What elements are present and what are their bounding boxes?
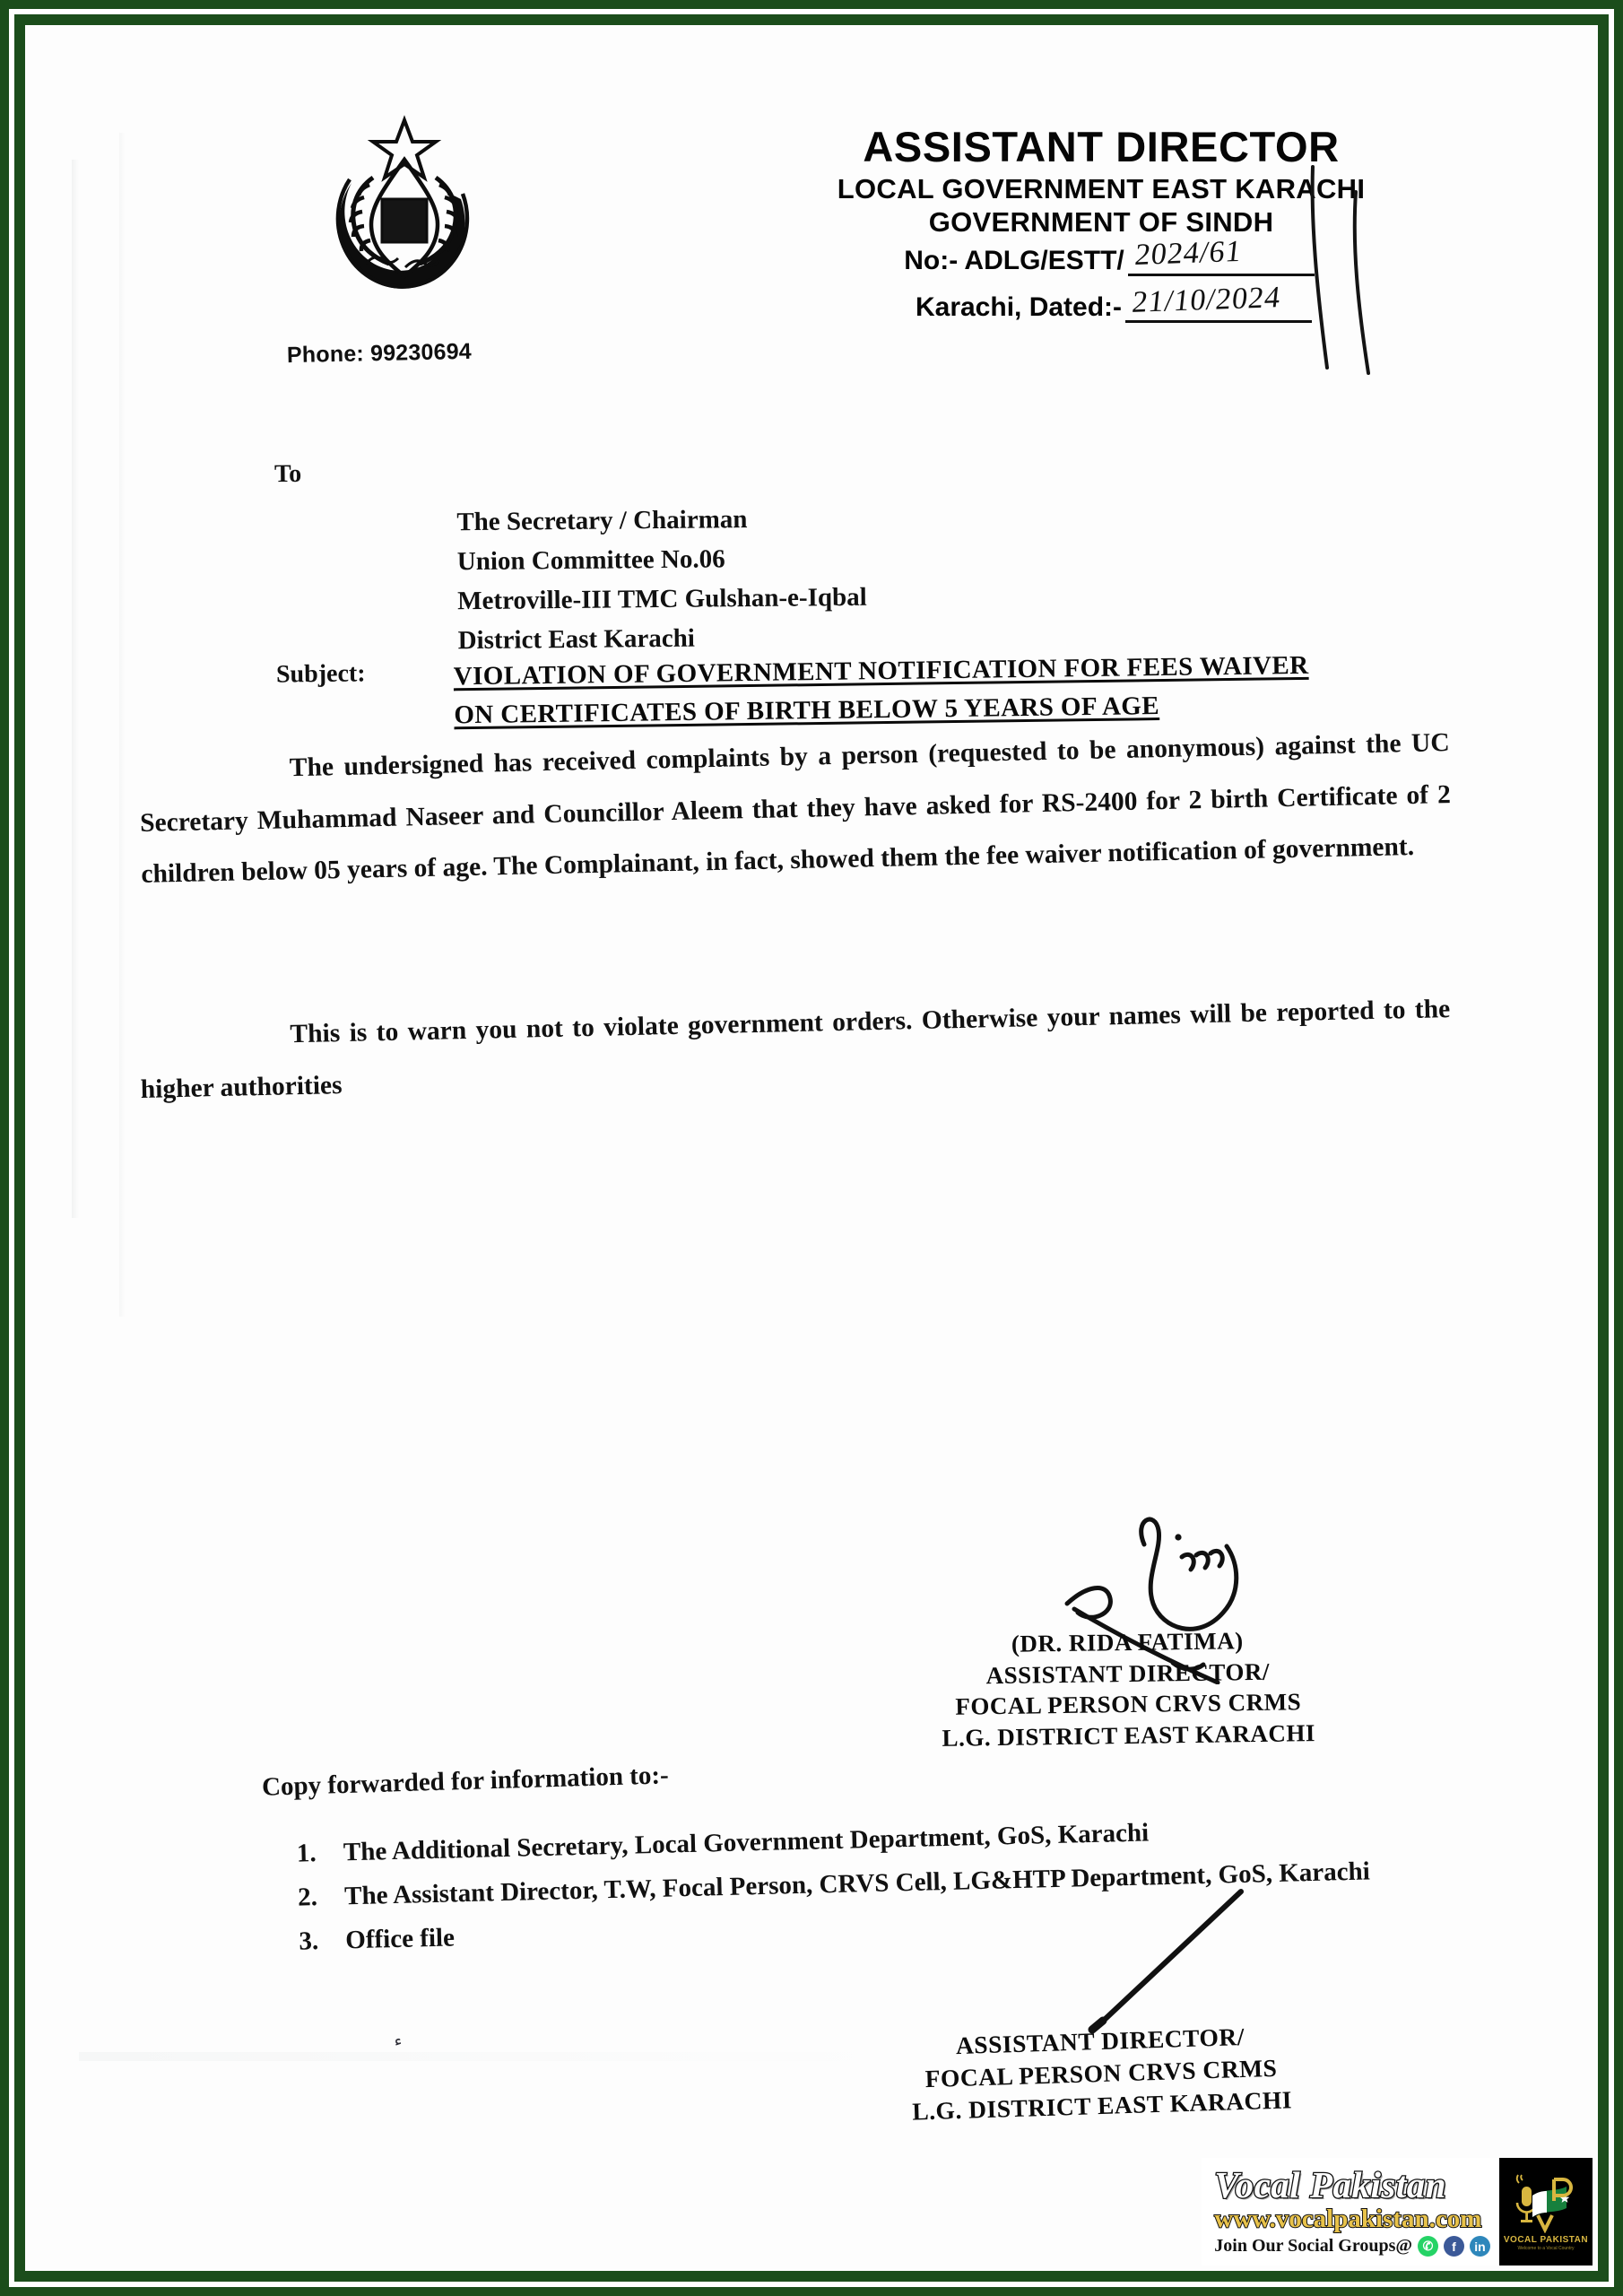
subject-line-2: ON CERTIFICATES OF BIRTH BELOW 5 YEARS OF AGE: [454, 691, 1160, 730]
signatory-designation: ASSISTANT DIRECTOR/: [955, 2022, 1245, 2060]
watermark-social-label: Join Our Social Groups@: [1214, 2236, 1412, 2257]
government-of-sindh-emblem-icon: [319, 113, 490, 306]
signatory-role: FOCAL PERSON CRVS CRMS: [924, 2053, 1278, 2092]
letterhead: [25, 25, 1598, 402]
body-paragraph-1: The undersigned has received complaints by a person (requested to be anonymous) against the UC Secretary Muhammad Naseer and Councillor Aleem that they have asked for RS-2400 for 2 birth Certificate of 2 children below 05 years of age. The Complainant, in fact, showed them the fee waiver notification of government.: [139, 728, 1452, 889]
watermark-text-panel: [1202, 2158, 1499, 2266]
addressee-line: Metroville-III TMC Gulshan-e-Iqbal: [457, 582, 867, 616]
signature-block-primary: [885, 1623, 1371, 1754]
date-handwritten-value: 21/10/2024: [1130, 280, 1283, 319]
office-department: LOCAL GOVERNMENT EAST KARACHI: [837, 172, 1366, 204]
reference-number-row: [725, 234, 1478, 276]
frame-white-gap: [9, 9, 1614, 2287]
scan-artifact: [79, 2052, 886, 2061]
watermark-brand: Vocal Pakistan: [1214, 2163, 1447, 2205]
reference-number-field: [1128, 234, 1315, 276]
vocal-pakistan-logo-icon: [1513, 2172, 1579, 2233]
scanned-letter-page: [25, 25, 1598, 2271]
addressee-line: The Secretary / Chairman: [456, 505, 748, 537]
watermark-url[interactable]: www.vocalpakistan.com: [1214, 2204, 1482, 2233]
subject-line-1: VIOLATION OF GOVERNMENT NOTIFICATION FOR FEES WAIVER: [453, 650, 1309, 691]
phone-number: Phone: 99230694: [286, 338, 473, 369]
addressee-line: District East Karachi: [457, 623, 695, 656]
reference-number-label: No:- ADLG/ESTT/: [904, 245, 1124, 275]
reference-number-handwritten-value: 2024/61: [1133, 234, 1244, 272]
list-item-number: 3.: [298, 1926, 319, 1956]
date-row: [725, 280, 1478, 323]
vocal-pakistan-watermark: [1202, 2158, 1593, 2266]
copy-forwarded-list: [296, 1805, 1446, 1964]
list-item-text: The Assistant Director, T.W, Focal Person, CRVS Cell, LG&HTP Department, GoS, Karachi: [343, 1857, 1371, 1911]
whatsapp-icon[interactable]: ✆: [1418, 2236, 1438, 2257]
copy-forwarded-heading: Copy forwarded for information to:-: [261, 1761, 670, 1802]
linkedin-icon[interactable]: in: [1470, 2236, 1490, 2257]
handwritten-mark: ٕ: [387, 2013, 391, 2046]
office-government: GOVERNMENT OF SINDH: [928, 206, 1274, 239]
watermark-social-row: [1214, 2236, 1490, 2257]
body-paragraph-2: This is to warn you not to violate government orders. Otherwise your names will be reported to the higher authorities: [140, 995, 1451, 1104]
addressee-line: Union Committee No.06: [456, 544, 725, 577]
subject-label: Subject:: [275, 659, 366, 689]
signature-block-secondary: [848, 2017, 1353, 2129]
list-item-text: The Additional Secretary, Local Government Department, GoS, Karachi: [343, 1818, 1150, 1867]
watermark-logo-tagline: Welcome to a Vocal Country: [1517, 2246, 1575, 2251]
watermark-logo-name: VOCAL PAKISTAN: [1503, 2235, 1589, 2245]
list-item-number: 1.: [296, 1839, 317, 1868]
signatory-designation: ASSISTANT DIRECTOR/: [985, 1657, 1271, 1689]
facebook-icon[interactable]: f: [1444, 2236, 1464, 2257]
frame-inner-border: [14, 14, 1609, 2282]
office-title: ASSISTANT DIRECTOR: [863, 123, 1340, 170]
addressee-block: [456, 499, 867, 661]
list-item-number: 2.: [297, 1883, 318, 1912]
signatory-office: L.G. DISTRICT EAST KARACHI: [942, 1718, 1316, 1752]
date-label: Karachi, Dated:-: [915, 291, 1123, 322]
to-label: To: [273, 459, 302, 489]
watermark-logo-panel: [1499, 2158, 1593, 2266]
signatory-role: FOCAL PERSON CRVS CRMS: [955, 1688, 1302, 1720]
list-item-text: Office file: [344, 1923, 456, 1955]
letterhead-text-block: [725, 123, 1478, 323]
signatory-office: L.G. DISTRICT EAST KARACHI: [911, 2084, 1293, 2126]
date-field: [1125, 280, 1312, 323]
signatory-name: (DR. RIDA FATIMA): [1011, 1627, 1244, 1657]
